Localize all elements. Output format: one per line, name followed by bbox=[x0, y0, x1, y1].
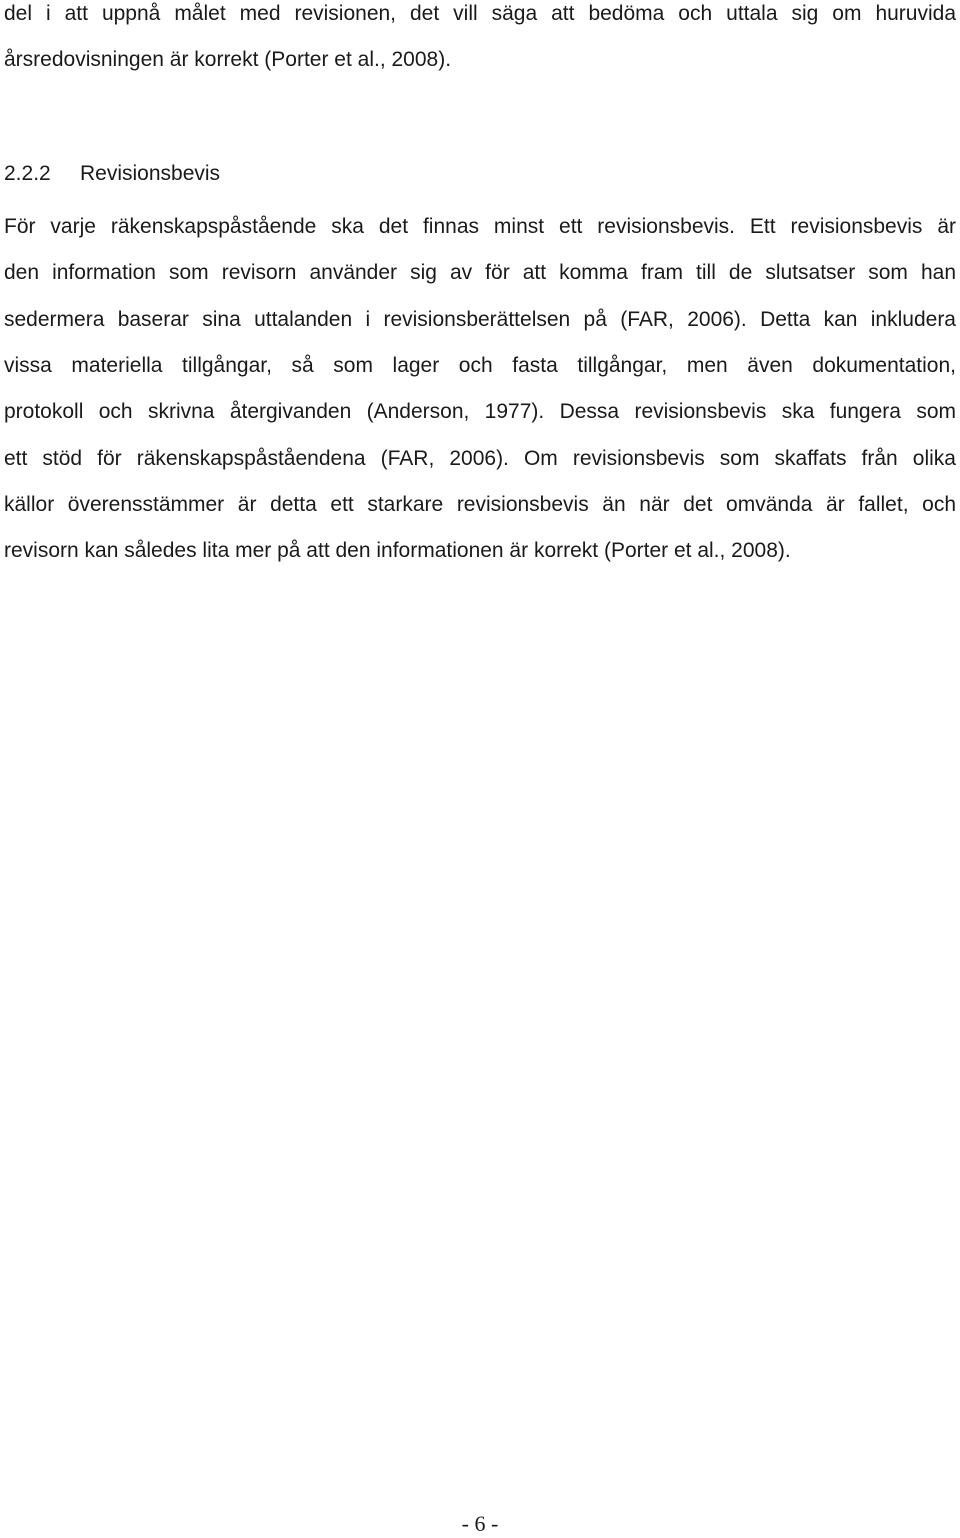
intro-line-1: del i att uppnå målet med revisionen, det vill säga att bedöma och uttala sig om huruvida bbox=[4, 2, 956, 25]
paragraph-line-5: protokoll och skrivna återgivanden (Anderson, 1977). Dessa revisionsbevis ska fungera som bbox=[4, 400, 956, 423]
section-heading bbox=[4, 160, 220, 188]
paragraph-line-2: den information som revisorn använder sig av för att komma fram till de slutsatser som han bbox=[4, 261, 956, 284]
paragraph-line-7: källor överensstämmer är detta ett starkare revisionsbevis än när det omvända är fallet, och bbox=[4, 493, 956, 516]
paragraph-line-3: sedermera baserar sina uttalanden i revisionsberättelsen på (FAR, 2006). Detta kan inkludera bbox=[4, 308, 956, 331]
section-title: Revisionsbevis bbox=[80, 162, 221, 185]
paragraph-line-6: ett stöd för räkenskapspåståendena (FAR, 2006). Om revisionsbevis som skaffats från olika bbox=[4, 447, 956, 470]
paragraph-line-4: vissa materiella tillgångar, så som lager och fasta tillgångar, men även dokumentation, bbox=[4, 354, 956, 377]
paragraph-line-8: revisorn kan således lita mer på att den informationen är korrekt (Porter et al., 2008). bbox=[4, 539, 791, 562]
intro-line-2: årsredovisningen är korrekt (Porter et al., 2008). bbox=[4, 48, 452, 71]
paragraph-line-1: För varje räkenskapspåstående ska det finnas minst ett revisionsbevis. Ett revisionsbevis är bbox=[4, 215, 956, 238]
page-number: - 6 - bbox=[461, 1511, 499, 1536]
section-number: 2.2.2 bbox=[4, 162, 51, 185]
